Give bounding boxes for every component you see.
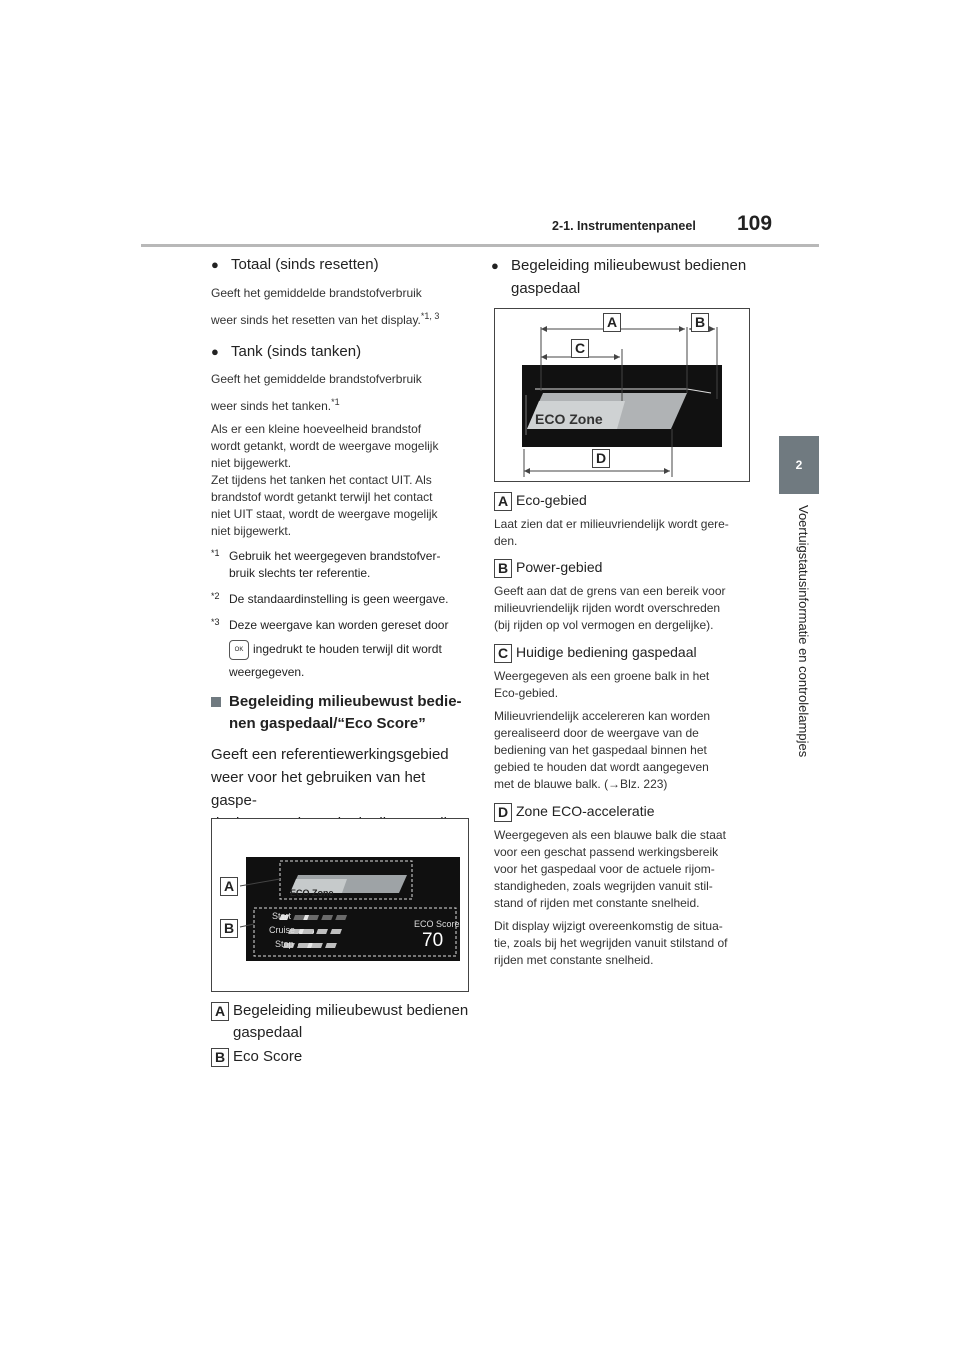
fig1-stop-label: Stop: [275, 939, 294, 949]
fig2-tag-a: A: [603, 313, 621, 332]
item-a-tag: A: [494, 492, 512, 511]
item-d-text: [494, 827, 750, 912]
item-a-line: den.: [494, 533, 518, 548]
item-d-tag: D: [494, 803, 512, 822]
footnote-3-line-ok: [229, 640, 473, 660]
item-b-tag: B: [494, 559, 512, 578]
tank-note-line: brandstof wordt getankt terwijl het contact: [211, 490, 433, 504]
footnote-3: [211, 617, 473, 681]
fig1-cruise-label: Cruise: [269, 925, 296, 935]
item-d: [494, 801, 750, 969]
total-text-line-2: [211, 308, 473, 329]
bullet-total: ● Totaal (sinds resetten): [211, 254, 473, 275]
item-c-line: gebied te houden dat wordt aangegeven: [494, 759, 709, 774]
item-d-title: Zone ECO-acceleratie: [516, 803, 655, 819]
footnote-3-mark: *3: [211, 617, 220, 627]
item-c-line: Eco-gebied.: [494, 685, 559, 700]
item-a-title: Eco-gebied: [516, 492, 587, 508]
bullet-pedal-guidance: [491, 254, 751, 300]
item-d-line: voor een geschat passend werkingsbereik: [494, 844, 719, 859]
tank-text-line: Geeft het gemiddelde brandstofverbruik: [211, 372, 422, 386]
item-c-head: [494, 642, 750, 663]
item-b-text: [494, 583, 750, 634]
tank-note-line: wordt getankt, wordt de weergave mogelijk: [211, 439, 439, 453]
tank-note-line: niet UIT staat, wordt de weergave mogelijk: [211, 507, 438, 521]
item-c: [494, 642, 750, 793]
tank-note-line: niet bijgewerkt.: [211, 456, 292, 470]
total-footnote-ref: *1, 3: [420, 311, 440, 321]
figure-eco-display-svg: [212, 819, 468, 991]
item-d-line: tie, zoals bij het wegrijden vanuit stilstand of: [494, 935, 728, 950]
section-heading: [211, 691, 473, 735]
fig1-tag-a: A: [220, 877, 238, 896]
caption-tag-a: A: [211, 1002, 229, 1021]
item-b: [494, 557, 750, 634]
bullet-tank: ● Tank (sinds tanken): [211, 341, 473, 362]
item-b-line: milieuvriendelijk rijden wordt overschreden: [494, 600, 721, 615]
figure-eco-zone-svg: [495, 309, 749, 481]
item-d-line: Dit display wijzigt overeenkomstig de situa-: [494, 918, 723, 933]
tank-footnote-ref: *1: [331, 397, 340, 407]
tank-note-line: niet bijgewerkt.: [211, 524, 292, 538]
page-number: 109: [737, 212, 773, 235]
fig1-caption-a: [211, 1000, 468, 1044]
item-c-line: gerealiseerd door de weergave van de: [494, 725, 699, 740]
bullet-line: ● Begeleiding milieubewust bedienen: [511, 257, 747, 274]
item-a-line: Laat zien dat er milieuvriendelijk wordt gere-: [494, 516, 729, 531]
paragraph-line: Geeft een referentiewerkingsgebied: [211, 746, 449, 763]
fig2-tag-c: C: [571, 339, 589, 358]
fig1-eco-score-value: 70: [422, 930, 444, 951]
item-c-line: Milieuvriendelijk accelereren kan worden: [494, 708, 711, 723]
footnote-2-line: De standaardinstelling is geen weergave.: [229, 592, 449, 606]
item-d-line: standigheden, zoals wegrijden vanuit stil-: [494, 878, 713, 893]
item-c-line: bediening van het gaspedaal binnen het: [494, 742, 707, 757]
item-d-text-2: [494, 918, 750, 969]
footnote-3-line: Deze weergave kan worden gereset door: [229, 618, 449, 632]
caption-tag-b: B: [211, 1048, 229, 1067]
footnote-2-mark: *2: [211, 591, 220, 601]
item-c-line: met de blauwe balk. (→Blz. 223): [494, 776, 668, 791]
figure-eco-zone-diagram: [494, 308, 750, 482]
item-c-text: [494, 668, 750, 702]
fig2-tag-d: D: [592, 449, 610, 468]
tank-note-line: Zet tijdens het tanken het contact UIT. Als: [211, 473, 432, 487]
tank-text-line-2: [211, 394, 473, 415]
item-d-line: stand of rijden met constante snelheid.: [494, 895, 700, 910]
item-d-line: rijden met constante snelheid.: [494, 952, 654, 967]
fig1-caption-b: [211, 1047, 302, 1067]
item-b-head: [494, 557, 750, 578]
item-a-head: [494, 490, 750, 511]
fig2-eco-zone-label: ECO Zone: [535, 411, 603, 427]
fig1-start-label: Start: [272, 911, 292, 921]
footnote-3-line: weergegeven.: [229, 665, 305, 679]
item-b-line: (bij rijden op vol vermogen en dergelijke).: [494, 617, 714, 632]
fig2-tag-b: B: [691, 313, 709, 332]
item-a-text: [494, 516, 750, 550]
bullet-line: gaspedaal: [511, 280, 581, 297]
section-title: 2-1. Instrumentenpaneel: [552, 219, 696, 233]
left-column: [211, 254, 473, 881]
figure-eco-display: [211, 818, 469, 992]
item-a: [494, 490, 750, 550]
footnote-1: [211, 548, 473, 582]
fig1-tag-b: B: [220, 919, 238, 938]
item-d-line: voor het gaspedaal voor de actuele rijom-: [494, 861, 715, 876]
header-divider: [141, 244, 819, 247]
chapter-label: Voertuigstatusinformatie en controlelampjes: [796, 505, 811, 758]
section-heading-line: Begeleiding milieubewust bedie-: [229, 693, 462, 710]
tank-text-line-2-text: weer sinds het tanken.: [211, 399, 332, 413]
item-c-tag: C: [494, 644, 512, 663]
item-b-line: Geeft aan dat de grens van een bereik voor: [494, 583, 726, 598]
section-heading-line: nen gaspedaal/“Eco Score”: [229, 715, 426, 732]
item-c-line: Weergegeven als een groene balk in het: [494, 668, 710, 683]
item-d-line: Weergegeven als een blauwe balk die staat: [494, 827, 726, 842]
footnote-1-line: Gebruik het weergegeven brandstofver-: [229, 549, 441, 563]
item-d-head: [494, 801, 750, 822]
item-c-text-2: [494, 708, 750, 793]
footnote-1-mark: *1: [211, 548, 220, 558]
right-column: [491, 254, 751, 300]
caption-a-line: gaspedaal: [233, 1024, 303, 1041]
tank-note: [211, 421, 473, 540]
total-text-line-2-text: weer sinds het resetten van het display.: [211, 313, 421, 327]
footnote-3-line-text: ingedrukt te houden terwijl dit wordt: [253, 642, 442, 657]
item-b-title: Power-gebied: [516, 559, 603, 575]
caption-b-text: Eco Score: [233, 1048, 303, 1065]
caption-a-line: Begeleiding milieubewust bedienen: [233, 1002, 469, 1019]
footnote-1-line: bruik slechts ter referentie.: [229, 566, 371, 580]
total-text-line: Geeft het gemiddelde brandstofverbruik: [211, 286, 422, 300]
fig1-eco-zone-label: ECO Zone: [290, 888, 334, 898]
ok-button-icon: OK: [229, 640, 249, 660]
footnote-2: [211, 591, 473, 608]
tank-note-line: Als er een kleine hoeveelheid brandstof: [211, 422, 422, 436]
fig1-eco-score-label: ECO Score: [414, 919, 460, 929]
chapter-tab: 2: [779, 436, 819, 494]
paragraph-line: weer voor het gebruiken van het gaspe-: [211, 769, 426, 809]
item-c-title: Huidige bediening gaspedaal: [516, 644, 697, 660]
